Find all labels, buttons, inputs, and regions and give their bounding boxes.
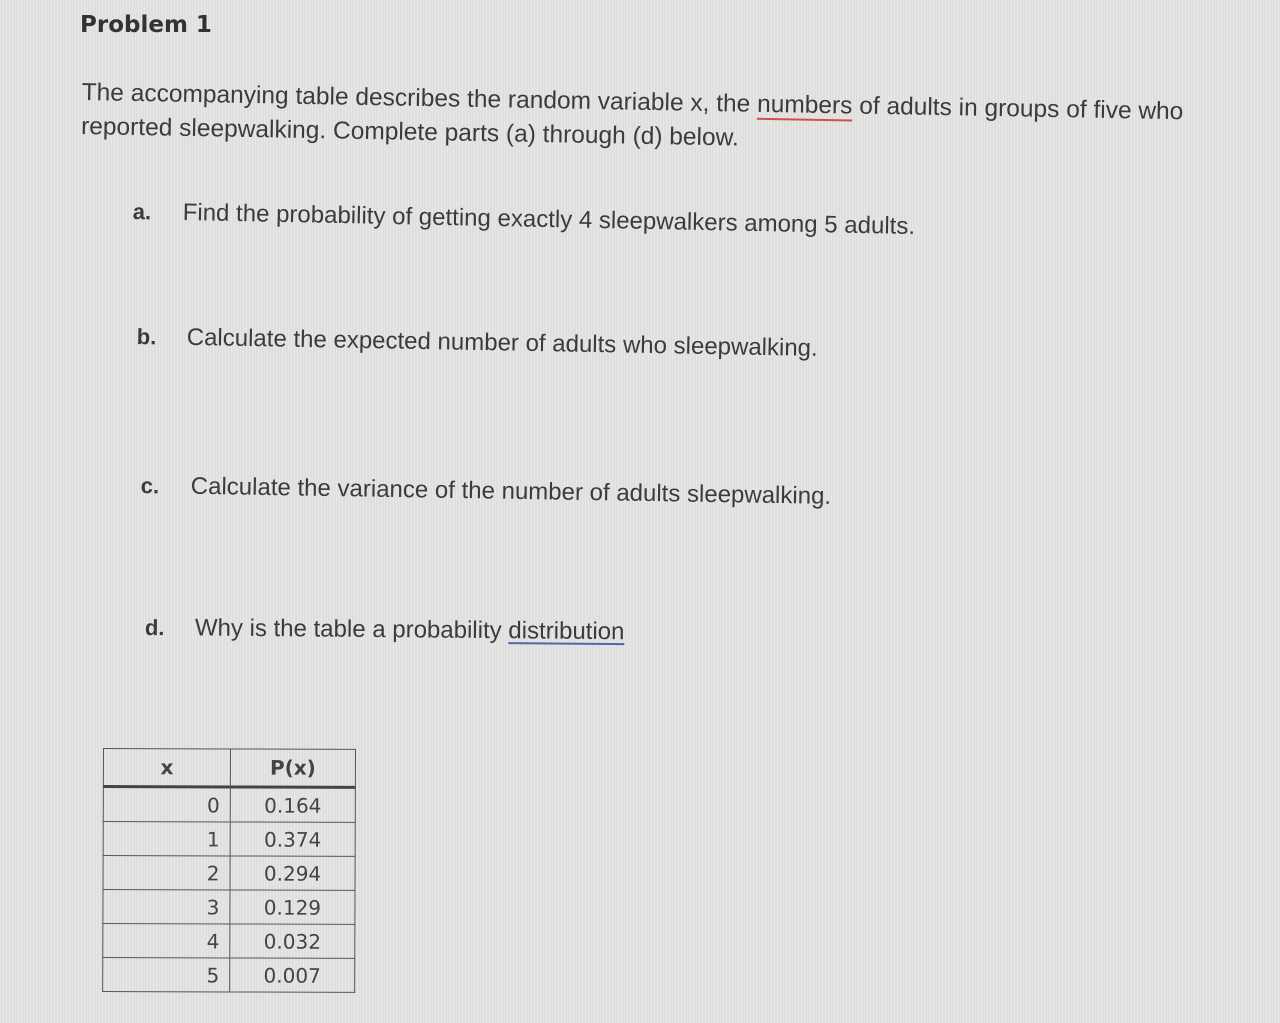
grammar-underlined-word: distribution: [508, 617, 625, 646]
question-text: Find the probability of getting exactly 4 sleepwalkers among 5 adults.: [182, 198, 916, 241]
question-letter: b.: [136, 323, 157, 350]
cell-px: 0.129: [230, 890, 355, 924]
table-row: [103, 856, 355, 891]
cell-x: 4: [103, 924, 230, 958]
question-c: [141, 472, 832, 511]
table-header-row: [103, 749, 355, 788]
cell-x: 5: [103, 958, 230, 992]
question-text: Why is the table a probability: [194, 614, 509, 645]
intro-text-before: The accompanying table describes the random variable x, the: [81, 78, 758, 118]
cell-x: 1: [103, 822, 230, 856]
probability-table-wrapper: [102, 748, 356, 993]
question-text: Calculate the variance of the number of adults sleepwalking.: [190, 472, 832, 510]
column-header-x: x: [103, 749, 230, 787]
question-text: Calculate the expected number of adults who sleepwalking.: [186, 323, 818, 362]
table-row: [103, 890, 355, 925]
cell-px: 0.164: [230, 787, 355, 822]
column-header-px: P(x): [230, 749, 355, 787]
cell-px: 0.032: [230, 924, 355, 958]
cell-x: 2: [103, 856, 230, 890]
table-row: [103, 924, 355, 959]
table-row: [103, 958, 355, 993]
cell-px: 0.294: [230, 856, 355, 890]
question-letter: c.: [140, 472, 160, 499]
intro-paragraph: [81, 76, 1257, 164]
problem-title: Problem 1: [80, 12, 212, 38]
question-letter: d.: [144, 614, 165, 641]
table-row: [103, 787, 355, 823]
question-d: [145, 614, 625, 646]
intro-text-after: of adults in groups of five who reported sleepwalking. Complete parts (a) through (d) below.: [80, 92, 1184, 152]
cell-px: 0.374: [230, 822, 355, 856]
probability-distribution-table: [102, 748, 356, 993]
cell-x: 3: [103, 890, 230, 924]
question-a: [132, 198, 915, 241]
cell-x: 0: [103, 787, 230, 822]
table-row: [103, 822, 355, 857]
question-b: [137, 323, 818, 363]
cell-px: 0.007: [230, 958, 355, 992]
question-letter: a.: [132, 198, 152, 225]
spellcheck-underlined-word: numbers: [756, 90, 853, 120]
